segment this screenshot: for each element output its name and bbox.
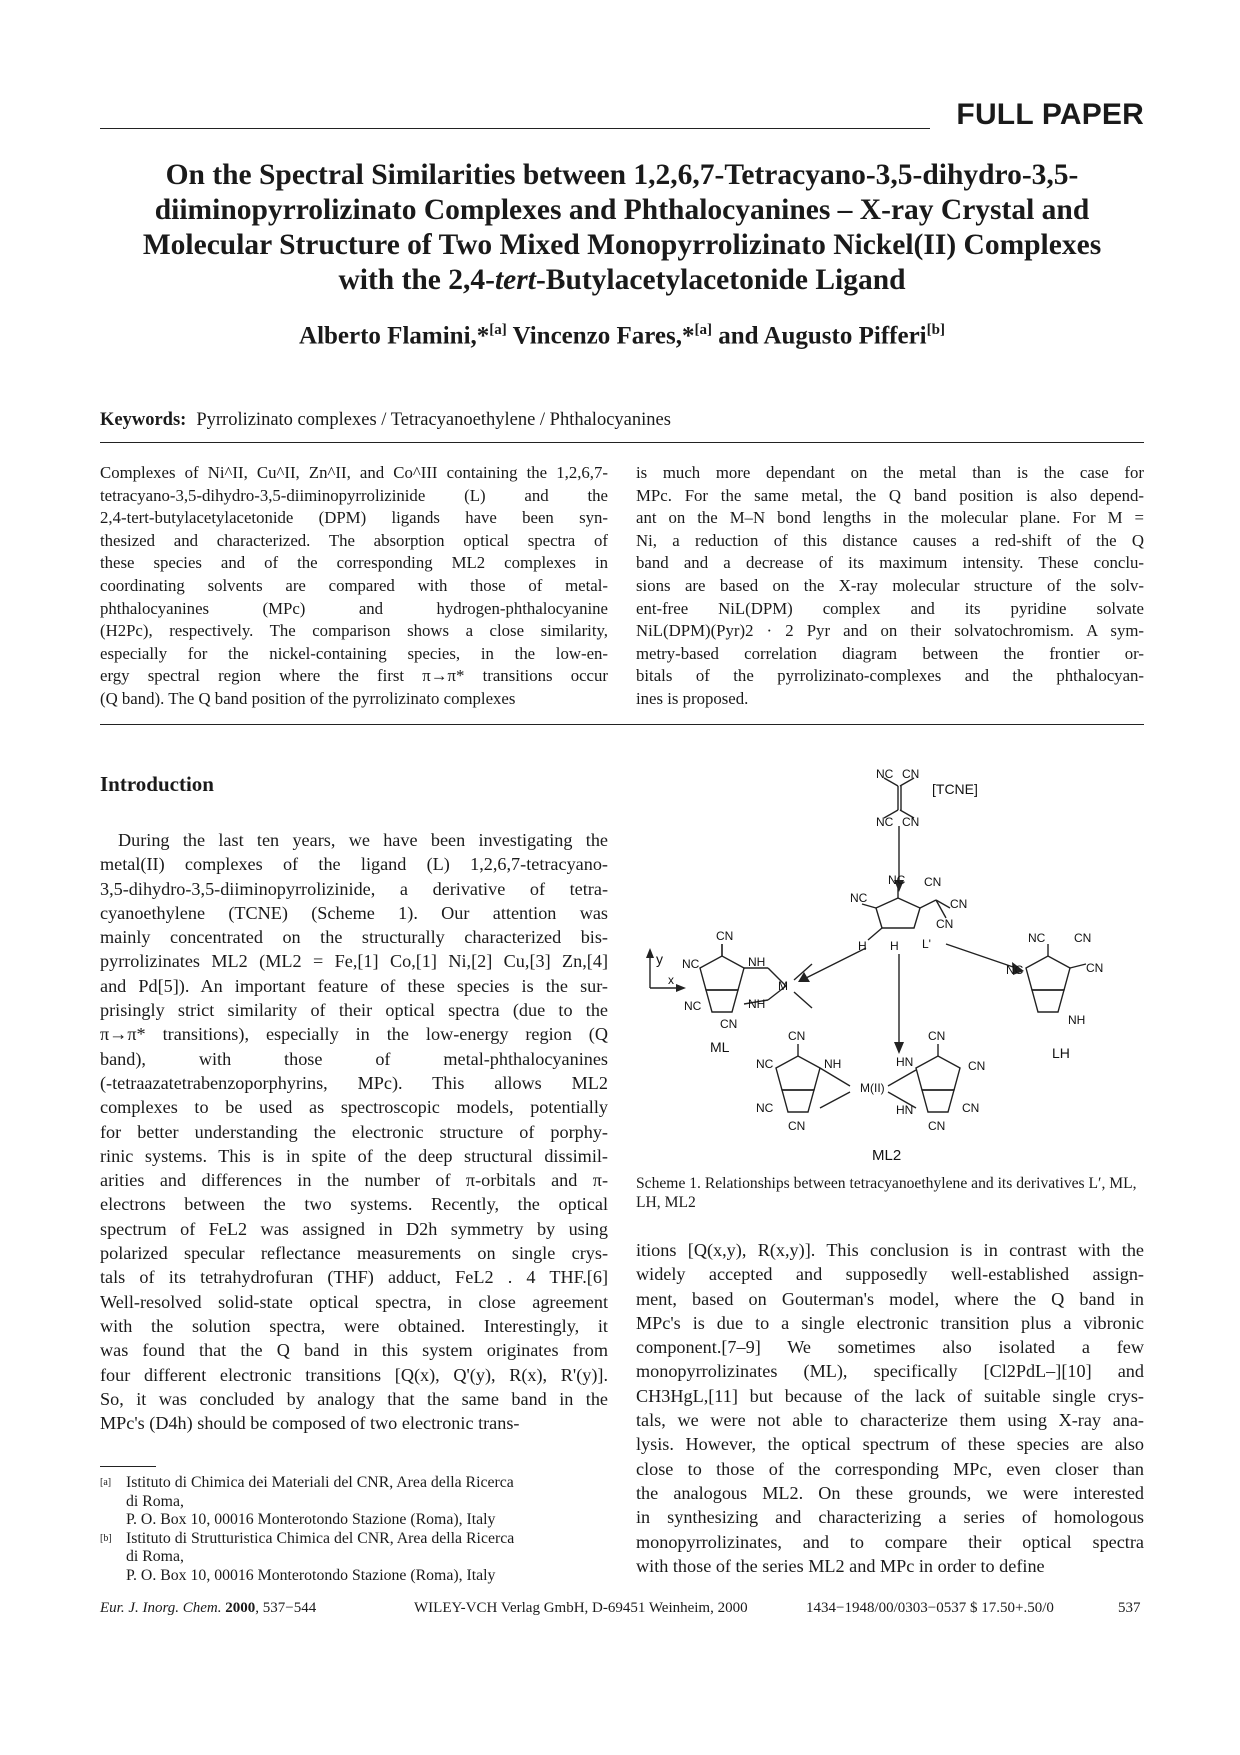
scheme-label: NC <box>1006 963 1024 977</box>
text-line: (Q band). The Q band position of the pyrrolizinato complexes <box>100 688 516 708</box>
scheme-label: L' <box>922 937 931 951</box>
text-line: metal(II) complexes of the ligand (L) 1,2,6,7-tetracyano- <box>100 854 608 875</box>
text-line: Complexes of Ni^II, Cu^II, Zn^II, and Co^III containing the 1,2,6,7- <box>100 463 608 482</box>
text-line: with those of the series ML2 and MPc in order to define <box>636 1555 1045 1576</box>
text-line: thesized and characterized. The absorption optical spectra of <box>100 530 608 550</box>
scheme-label: ML2 <box>872 1147 902 1164</box>
text-line: MPc. For the same metal, the Q band position is also depend- <box>636 485 1144 505</box>
text-line: CH3HgL,[11] but because of the lack of suitable single crys- <box>636 1385 1144 1406</box>
scheme-label: NH <box>1068 1013 1086 1027</box>
publisher-line: WILEY-VCH Verlag GmbH, D-69451 Weinheim, 2000 <box>414 1600 748 1616</box>
text-line: for better understanding the electronic structure of porphy- <box>100 1121 608 1142</box>
text-line: electrons between the two systems. Recently, the optical <box>100 1194 608 1215</box>
text-line: prisingly strict similarity of their optical spectra (due to the <box>100 1000 608 1021</box>
scheme-label: CN <box>716 929 734 943</box>
intro-right-column <box>636 1238 1144 1578</box>
scheme-label: CN <box>1086 961 1104 975</box>
scheme-label: CN <box>928 1119 946 1133</box>
text-line: band), with those of metal-phthalocyanines <box>100 1048 608 1069</box>
text-line: ent-free NiL(DPM) complex and its pyridine solvate <box>636 598 1144 618</box>
author-list: Alberto Flamini,*[a] Vincenzo Fares,*[a] and Augusto Pifferi[b] <box>299 322 945 350</box>
text-line: the analogous ML2. On these grounds, we were interested <box>636 1482 1144 1503</box>
text-line: close to those of the corresponding MPc, even closer than <box>636 1458 1144 1479</box>
scheme-label: NC <box>1028 931 1046 945</box>
author-name: and Augusto Pifferi <box>718 322 927 350</box>
text-line: coordinating solvents are compared with those of metal- <box>100 575 608 595</box>
text-line: widely accepted and supposedly well-established assign- <box>636 1264 1144 1285</box>
keywords <box>100 410 671 431</box>
footnote-line: [a] Istituto di Chimica dei Materiali del CNR, Area della Ricerca <box>100 1474 514 1491</box>
text-line: tals of its tetrahydrofuran (THF) adduct, FeL2 . 4 THF.[6] <box>100 1267 608 1288</box>
text-line: (H2Pc), respectively. The comparison shows a close similarity, <box>100 621 608 641</box>
scheme-label: NC <box>850 891 868 905</box>
text-line: complexes to be used as spectroscopic models, potentially <box>100 1097 608 1118</box>
text-line: ergy spectral region where the first π→π* transitions occur <box>100 666 608 686</box>
footnote-line: di Roma, <box>126 1492 184 1510</box>
text-line: 3,5-dihydro-3,5-diiminopyrrolizinide, a derivative of tetra- <box>100 878 608 899</box>
scheme-label: NC <box>888 873 906 887</box>
text-line: especially for the nickel-containing species, in the low-en- <box>100 643 608 663</box>
text-line: component.[7–9] We sometimes also isolated a few <box>636 1337 1144 1358</box>
keywords-value: Pyrrolizinato complexes / Tetracyanoethylene / Phthalocyanines <box>196 410 671 430</box>
text-line: metry-based correlation diagram between the frontier or- <box>636 643 1144 663</box>
footnote-line: di Roma, <box>126 1548 184 1565</box>
scheme-label: CN <box>720 1017 738 1031</box>
issn-line: 1434−1948/00/0303−0537 $ 17.50+.50/0 <box>806 1600 1054 1616</box>
header-rule <box>100 128 930 129</box>
axis-label: x <box>668 973 674 987</box>
text-line: ant on the M–N bond lengths in the molecular plane. For M = <box>636 508 1144 528</box>
title-line: with the 2,4-tert-Butylacetylacetonide Ligand <box>338 264 906 296</box>
scheme-label: M(II) <box>860 1081 885 1095</box>
text-line: is much more dependant on the metal than is the case for <box>636 463 1144 482</box>
scheme-label: CN <box>1074 931 1092 945</box>
footnote-line: P. O. Box 10, 00016 Monterotondo Stazione (Roma), Italy <box>126 1566 496 1584</box>
scheme-label: CN <box>902 815 920 829</box>
text-line: sions are based on the X-ray molecular structure of the solv- <box>636 575 1144 595</box>
text-line: Well-resolved solid-state optical spectra, in close agreement <box>100 1291 608 1312</box>
scheme-label: CN <box>962 1101 980 1115</box>
scheme-label: CN <box>788 1119 806 1133</box>
author-name: Vincenzo Fares,* <box>512 322 695 350</box>
scheme-figure <box>636 768 1144 1168</box>
scheme-label: HN <box>896 1055 914 1069</box>
text-line: π→π* transitions), especially in the low-energy region (Q <box>100 1024 608 1045</box>
scheme-label: CN <box>928 1029 946 1043</box>
text-line: itions [Q(x,y), R(x,y)]. This conclusion is in contrast with the <box>636 1240 1144 1260</box>
text-line: rinic systems. This is in spite of the deep structural dissimil- <box>100 1145 608 1166</box>
text-line: four different electronic transitions [Q(x), Q'(y), R(x), R'(y)]. <box>100 1364 608 1385</box>
text-line: ines is proposed. <box>636 688 749 708</box>
paper-title <box>100 158 1144 298</box>
text-line: 2,4-tert-butylacetylacetonide (DPM) ligands have been syn- <box>100 508 608 528</box>
scheme-label: LH <box>1052 1045 1070 1061</box>
title-line: diiminopyrrolizinato Complexes and Phthalocyanines – X-ray Crystal and <box>154 194 1090 226</box>
text-line: During the last ten years, we have been investigating the <box>118 830 608 850</box>
scheme-label: NC <box>684 999 702 1013</box>
page-number: 537 <box>1118 1600 1141 1616</box>
scheme-label: NH <box>748 955 766 969</box>
intro-left-column <box>100 828 608 1435</box>
scheme-label: CN <box>902 768 920 781</box>
text-line: pyrrolizinates ML2 (ML2 = Fe,[1] Co,[1] Ni,[2] Cu,[3] Zn,[4] <box>100 951 608 972</box>
text-line: in synthesizing and characterizing a series of homologous <box>636 1507 1144 1528</box>
keywords-label: Keywords: <box>100 410 187 430</box>
abstract-right-column <box>636 462 1144 711</box>
text-line: mainly concentrated on the structurally characterized bis- <box>100 927 608 948</box>
scheme-label: CN <box>788 1029 806 1043</box>
text-line: bitals of the pyrrolizinato-complexes and the phthalocyan- <box>636 666 1144 686</box>
axis-label: y <box>656 951 663 967</box>
text-line: these species and of the corresponding ML2 complexes in <box>100 553 608 573</box>
abstract-bottom-rule <box>100 724 1144 725</box>
text-line: So, it was concluded by analogy that the same band in the <box>100 1388 608 1409</box>
scheme-label: NC <box>876 815 894 829</box>
text-line: band and a decrease of its maximum intensity. These conclu- <box>636 553 1144 573</box>
text-line: polarized specular reflectance measurements on single crys- <box>100 1243 608 1264</box>
scheme-label: NH <box>824 1057 842 1071</box>
text-line: with the solution spectra, were obtained. Interestingly, it <box>100 1315 608 1336</box>
text-line: was found that the Q band in this system originates from <box>100 1340 608 1361</box>
author-name: Alberto Flamini,* <box>299 322 490 350</box>
text-line: and Pd[5]). An important feature of these species is the sur- <box>100 975 608 996</box>
scheme-label: NC <box>876 768 894 781</box>
text-line: MPc's is due to a single electronic transition plus a vibronic <box>636 1312 1144 1333</box>
text-line: monopyrrolizinates (ML), specifically [Cl2PdL–][10] and <box>636 1361 1144 1382</box>
text-line: arities and differences in the number of π-orbitals and π- <box>100 1170 608 1191</box>
footnote-line: P. O. Box 10, 00016 Monterotondo Stazione (Roma), Italy <box>126 1511 496 1528</box>
abstract-top-rule <box>100 442 1144 443</box>
title-line: Molecular Structure of Two Mixed Monopyrrolizinato Nickel(II) Complexes <box>142 229 1102 261</box>
scheme-label: CN <box>924 875 942 889</box>
scheme-label: CN <box>936 917 954 931</box>
text-line: MPc's (D4h) should be composed of two electronic trans- <box>100 1413 520 1434</box>
title-line: On the Spectral Similarities between 1,2,6,7-Tetracyano-3,5-dihydro-3,5- <box>165 159 1079 191</box>
text-line: Ni, a reduction of this distance causes a red-shift of the Q <box>636 530 1144 550</box>
text-line: (-tetraazatetrabenzoporphyrins, MPc). This allows ML2 <box>100 1072 608 1093</box>
scheme-label: NC <box>756 1057 774 1071</box>
scheme-label: [TCNE] <box>932 781 978 797</box>
scheme-label: H <box>858 939 867 953</box>
text-line: NiL(DPM)(Pyr)2 · 2 Pyr and on their solvatochromism. A sym- <box>636 621 1144 641</box>
text-line: monopyrrolizinates, and to compare their optical spectra <box>636 1531 1144 1552</box>
affiliations <box>100 1474 608 1585</box>
scheme-label: H <box>890 939 899 953</box>
text-line: spectrum of FeL2 was assigned in D2h symmetry by using <box>100 1218 608 1239</box>
scheme-caption: Scheme 1. Relationships between tetracyanoethylene and its derivatives L′, ML, LH, ML2 <box>636 1175 1137 1211</box>
footnote-line: [b] Istituto di Strutturistica Chimica del CNR, Area della Ricerca <box>100 1529 515 1547</box>
text-line: lysis. However, the optical spectrum of these species are also <box>636 1434 1144 1455</box>
scheme-label: NC <box>682 957 700 971</box>
text-line: ment, based on Gouterman's model, where the Q band in <box>636 1288 1144 1309</box>
scheme-label: M <box>778 979 788 993</box>
scheme-label: NH <box>748 997 766 1011</box>
text-line: tals, we were not able to characterize them using X-ray ana- <box>636 1410 1144 1431</box>
text-line: cyanoethylene (TCNE) (Scheme 1). Our attention was <box>100 902 608 923</box>
journal-citation: Eur. J. Inorg. Chem. 2000, 537−544 <box>100 1600 317 1616</box>
text-line: tetracyano-3,5-dihydro-3,5-diiminopyrrolizinide (L) and the <box>100 485 608 505</box>
scheme-label: CN <box>968 1059 986 1073</box>
scheme-label: NC <box>756 1101 774 1115</box>
scheme-label: ML <box>710 1039 730 1055</box>
section-heading: Introduction <box>100 772 214 796</box>
abstract-left-column <box>100 462 608 711</box>
text-line: phthalocyanines (MPc) and hydrogen-phthalocyanine <box>100 598 608 618</box>
section-label: FULL PAPER <box>956 98 1144 131</box>
footnote-rule <box>100 1466 156 1467</box>
scheme-label: HN <box>896 1103 914 1117</box>
scheme-label: CN <box>950 897 968 911</box>
